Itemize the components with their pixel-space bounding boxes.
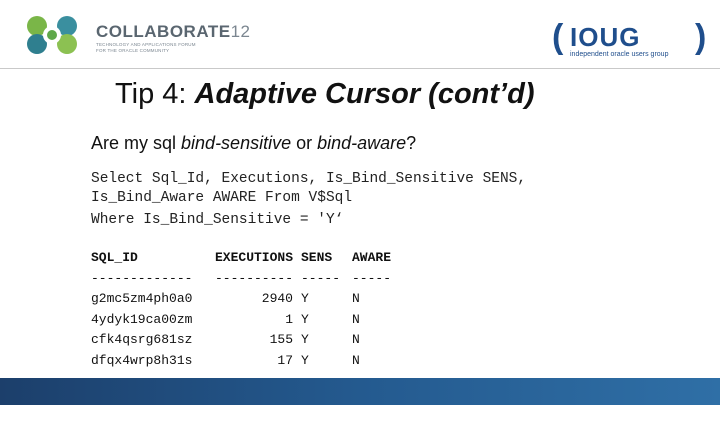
ioug-logo-text: IOUG <box>570 22 641 52</box>
conference-tagline <box>96 42 246 53</box>
collaborate-logo-icon <box>22 12 82 56</box>
conference-year: 12 <box>230 22 251 41</box>
slide-question: Are my sql bind-sensitive or bind-aware? <box>91 133 417 153</box>
column-header: SENS <box>301 250 333 265</box>
table-row <box>91 332 360 353</box>
sens-cell: Y <box>301 352 309 368</box>
ioug-logo-subtitle: independent oracle users group <box>570 51 669 58</box>
slide-title-plain: Tip 4: <box>115 78 195 110</box>
executions-cell: 155 <box>269 332 293 347</box>
conference-name: COLLABORATE12 <box>96 22 251 41</box>
sens-cell: Y <box>301 291 309 306</box>
column-separator: ----- <box>301 270 341 286</box>
column-separator: ---------- <box>214 270 293 286</box>
query-line-1: Select Sql_Id, Executions, Is_Bind_Sensitive SENS, <box>91 171 527 187</box>
sql-id-cell: cfk4qsrg681sz <box>91 332 193 347</box>
conference-tagline-line-1: TECHNOLOGY AND APPLICATIONS FORUM <box>96 42 196 47</box>
aware-cell: N <box>352 352 360 368</box>
sql-id-cell: 4ydyk19ca00zm <box>91 311 193 327</box>
sens-cell: Y <box>301 332 309 347</box>
query-line-2: Is_Bind_Aware AWARE From V$Sql <box>91 190 353 206</box>
sql-id-cell: g2mc5zm4ph0a0 <box>91 291 193 306</box>
column-header: AWARE <box>352 250 392 265</box>
slide-header <box>0 0 720 70</box>
slide-title-italic: Adaptive Cursor (cont’d) <box>194 78 535 110</box>
table-row <box>91 291 360 312</box>
sql-id-cell: dfqx4wrp8h31s <box>91 352 193 368</box>
query-result-table <box>91 250 392 373</box>
table-row <box>91 311 360 333</box>
conference-tagline-line-2: FOR THE ORACLE COMMUNITY <box>96 47 170 53</box>
footer-bar <box>0 378 720 405</box>
table-row <box>91 352 360 374</box>
aware-cell: N <box>352 311 360 327</box>
table-separator-row <box>91 270 392 292</box>
column-header: EXECUTIONS <box>214 250 293 265</box>
sens-cell: Y <box>301 311 309 327</box>
aware-cell: N <box>352 291 360 306</box>
slide-title <box>115 78 534 111</box>
executions-cell: 1 <box>285 311 293 327</box>
ioug-bracket-right: ) <box>695 18 707 56</box>
header-divider <box>0 68 720 69</box>
query-line-3: Where Is_Bind_Sensitive = 'Y‘ <box>91 212 344 228</box>
ioug-bracket-left: ( <box>552 18 564 56</box>
table-header-row <box>91 250 392 271</box>
aware-cell: N <box>352 332 360 347</box>
column-separator: ------------- <box>91 270 193 286</box>
column-header: SQL_ID <box>91 250 138 265</box>
executions-cell: 2940 <box>261 291 293 306</box>
column-separator: ----- <box>352 270 392 286</box>
executions-cell: 17 <box>277 352 293 368</box>
